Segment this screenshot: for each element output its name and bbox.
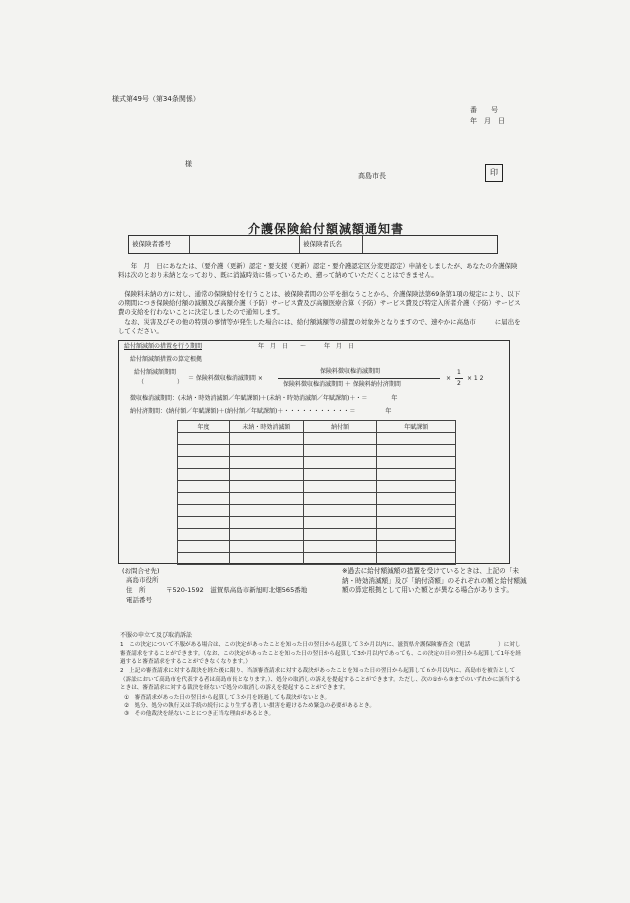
table-cell xyxy=(303,445,377,457)
table-row xyxy=(178,541,456,553)
paid-period-line: 納付済期間：(納付額／年賦課額)＋(納付額／年賦課額)＋・・・・・・・・・・・＝ 年 xyxy=(130,408,392,415)
table-cell xyxy=(178,481,230,493)
table-row xyxy=(178,493,456,505)
seal-text: 印 xyxy=(490,168,498,177)
table-cell xyxy=(377,529,456,541)
header-annual: 年賦課額 xyxy=(377,421,456,433)
insured-number-label: 被保険者番号 xyxy=(132,240,171,248)
table-cell xyxy=(178,553,230,565)
table-cell xyxy=(230,481,304,493)
formula-tail: × 1 2 xyxy=(467,375,484,382)
half-bar xyxy=(455,378,463,379)
paren-close: ） xyxy=(177,379,184,386)
table-cell xyxy=(303,457,377,469)
table-cell xyxy=(377,541,456,553)
fraction-bar xyxy=(278,378,440,379)
appeal-item-1: ① 審査請求があった日の翌日から起算して３か月を経過しても裁決がないとき。 xyxy=(124,695,331,701)
formula-times: × xyxy=(446,375,452,382)
table-cell xyxy=(178,433,230,445)
table-cell xyxy=(178,457,230,469)
table-cell xyxy=(178,445,230,457)
formula-numerator: 保険料徴収権消滅期間 xyxy=(320,368,381,375)
table-cell xyxy=(230,457,304,469)
document-title: 介護保険給付額減額通知書 xyxy=(248,222,405,236)
appeal-heading: 不服の申立て及び取消訴訟 xyxy=(120,632,193,639)
table-row xyxy=(178,529,456,541)
appeal-item-3: ③ その他裁決を経ないことにつき正当な理由があるとき。 xyxy=(124,711,275,717)
table-cell xyxy=(303,505,377,517)
table-cell xyxy=(303,517,377,529)
table-cell xyxy=(377,493,456,505)
table-cell xyxy=(230,541,304,553)
paren-open: （ xyxy=(138,379,145,386)
table-cell xyxy=(230,445,304,457)
table-cell xyxy=(230,553,304,565)
reduction-period-label: 給付額減額期間 xyxy=(134,369,177,376)
table-header-row xyxy=(178,421,456,433)
table-row xyxy=(178,469,456,481)
contact-address: 〒520-1592 滋賀県高島市新旭町北畑565番地 xyxy=(166,586,308,594)
contact-phone-label: 電話番号 xyxy=(126,596,152,604)
seal-stamp xyxy=(485,164,503,182)
table-cell xyxy=(178,541,230,553)
table-body xyxy=(178,433,456,565)
table-cell xyxy=(377,505,456,517)
period-value: 年 月 日 〜 年 月 日 xyxy=(258,343,355,350)
half-denominator: 2 xyxy=(457,380,461,387)
table-cell xyxy=(377,481,456,493)
half-numerator: 1 xyxy=(457,369,461,376)
table-cell xyxy=(377,433,456,445)
table-cell xyxy=(303,541,377,553)
fiscal-table xyxy=(177,420,456,565)
appeal-paragraph-2: 2 上記の審査請求に対する裁決を経た後に限り、当該審査請求に対する裁決があったことを知った日の翌日から起算して６か月以内に、高島市を被告として（訴訟において高島市を代表する者は高島市長となります。）、処分の取消しの訴えを提起することができます。ただし、次の①から③までのいずれかに該当するときは、審査請求に対する裁決を経ないで処分の取消しの訴えを提起することができます。 xyxy=(120,668,521,691)
contact-address-label: 住 所 xyxy=(126,586,146,594)
table-cell xyxy=(377,457,456,469)
table-cell xyxy=(377,469,456,481)
recipient-suffix: 様 xyxy=(185,160,192,168)
table-row xyxy=(178,481,456,493)
table-cell xyxy=(230,469,304,481)
table-cell xyxy=(303,493,377,505)
table-cell xyxy=(303,529,377,541)
table-cell xyxy=(377,517,456,529)
table-row xyxy=(178,553,456,565)
body-paragraph-2: 保険料未納の方に対し、通常の保険給付を行うことは、被保険者間の公平を損なうことから、介護保険法第69条第1項の規定により、以下の期間につき保険給付額の減額及び高額介護（予防）サービス費及び高額医療合算（予防）サービス費及び特定入所者介護（予防）サービス費の支給を行わないことに決定しましたので通知します。 xyxy=(118,290,521,316)
table-cell xyxy=(178,517,230,529)
table-cell xyxy=(230,529,304,541)
table-cell xyxy=(230,505,304,517)
basis-label: 給付額減額措置の算定根拠 xyxy=(130,356,203,363)
document-date-label: 年 月 日 xyxy=(470,117,505,125)
appeal-paragraph-1: 1 この決定について不服がある場合は、この決定があったことを知った日の翌日から起算して３か月以内に、滋賀県介護保険審査会（電話 ）に対し審査請求をすることができます。（なお、この決定があったことを知った日の翌日から起算して3か月以内であっても、この決定の日の翌日から起算して1年を経過すると審査請求をすることができなくなります。） xyxy=(120,642,521,665)
table-cell xyxy=(303,481,377,493)
contact-heading: (お問合せ先) xyxy=(122,567,160,575)
sender-name: 高島市長 xyxy=(358,172,386,180)
table-cell xyxy=(303,433,377,445)
body-paragraph-3: なお、災害及びその他の特別の事情等が発生した場合には、給付額減額等の措置の対象外となりますので、速やかに高島市 に届出をしてください。 xyxy=(118,318,521,335)
table-cell xyxy=(230,517,304,529)
table-row xyxy=(178,505,456,517)
table-cell xyxy=(230,433,304,445)
formula-part-1: ＝ 保険料徴収権消滅期間 × xyxy=(188,375,263,382)
table-cell xyxy=(178,505,230,517)
table-row xyxy=(178,445,456,457)
header-unpaid: 未納・時効消滅額 xyxy=(230,421,304,433)
body-paragraph-1: 年 月 日にあなたは、（要介護（更新）認定・要支援（更新）認定・要介護認定区分変更認定）申請をしましたが、あなたの介護保険料は次のとおり未納となっており、既に消滅時効に係っているため、遡って納めていただくことはできません。 xyxy=(118,262,518,279)
appeal-item-2: ② 処分、処分の執行又は手続の続行により生ずる著しい損害を避けるため緊急の必要があるとき。 xyxy=(124,703,375,709)
table-row xyxy=(178,457,456,469)
table-cell xyxy=(377,445,456,457)
formula-denominator: 保険料徴収権消滅期間 ＋ 保険料納付済期間 xyxy=(283,381,401,388)
insured-name-label: 被保険者氏名 xyxy=(303,240,342,248)
table-cell xyxy=(178,529,230,541)
document-number-label: 番 号 xyxy=(470,106,498,114)
table-cell xyxy=(230,493,304,505)
period-label: 給付額減額の措置を行う期間 xyxy=(124,343,203,350)
header-paid: 納付額 xyxy=(303,421,377,433)
table-row xyxy=(178,517,456,529)
table-cell xyxy=(178,493,230,505)
table-cell xyxy=(303,469,377,481)
table-row xyxy=(178,433,456,445)
past-measures-note: ※過去に給付額減額の措置を受けているときは、上記の「未納・時効消滅額」及び「納付済額」のそれぞれの額と給付額減額の算定根拠として用いた額とが異なる場合があります。 xyxy=(342,567,527,594)
insured-info-box xyxy=(128,235,498,254)
table-cell xyxy=(377,553,456,565)
table-cell xyxy=(178,469,230,481)
header-fiscal-year: 年度 xyxy=(178,421,230,433)
contact-office: 高島市役所 xyxy=(126,576,159,584)
loss-period-line: 徴収権消滅期間：(未納・時効消滅額／年賦課額)＋(未納・時効消滅額／年賦課額)＋・＝ 年 xyxy=(130,395,398,402)
form-number: 様式第49号（第34条関係） xyxy=(112,95,200,103)
table-cell xyxy=(303,553,377,565)
